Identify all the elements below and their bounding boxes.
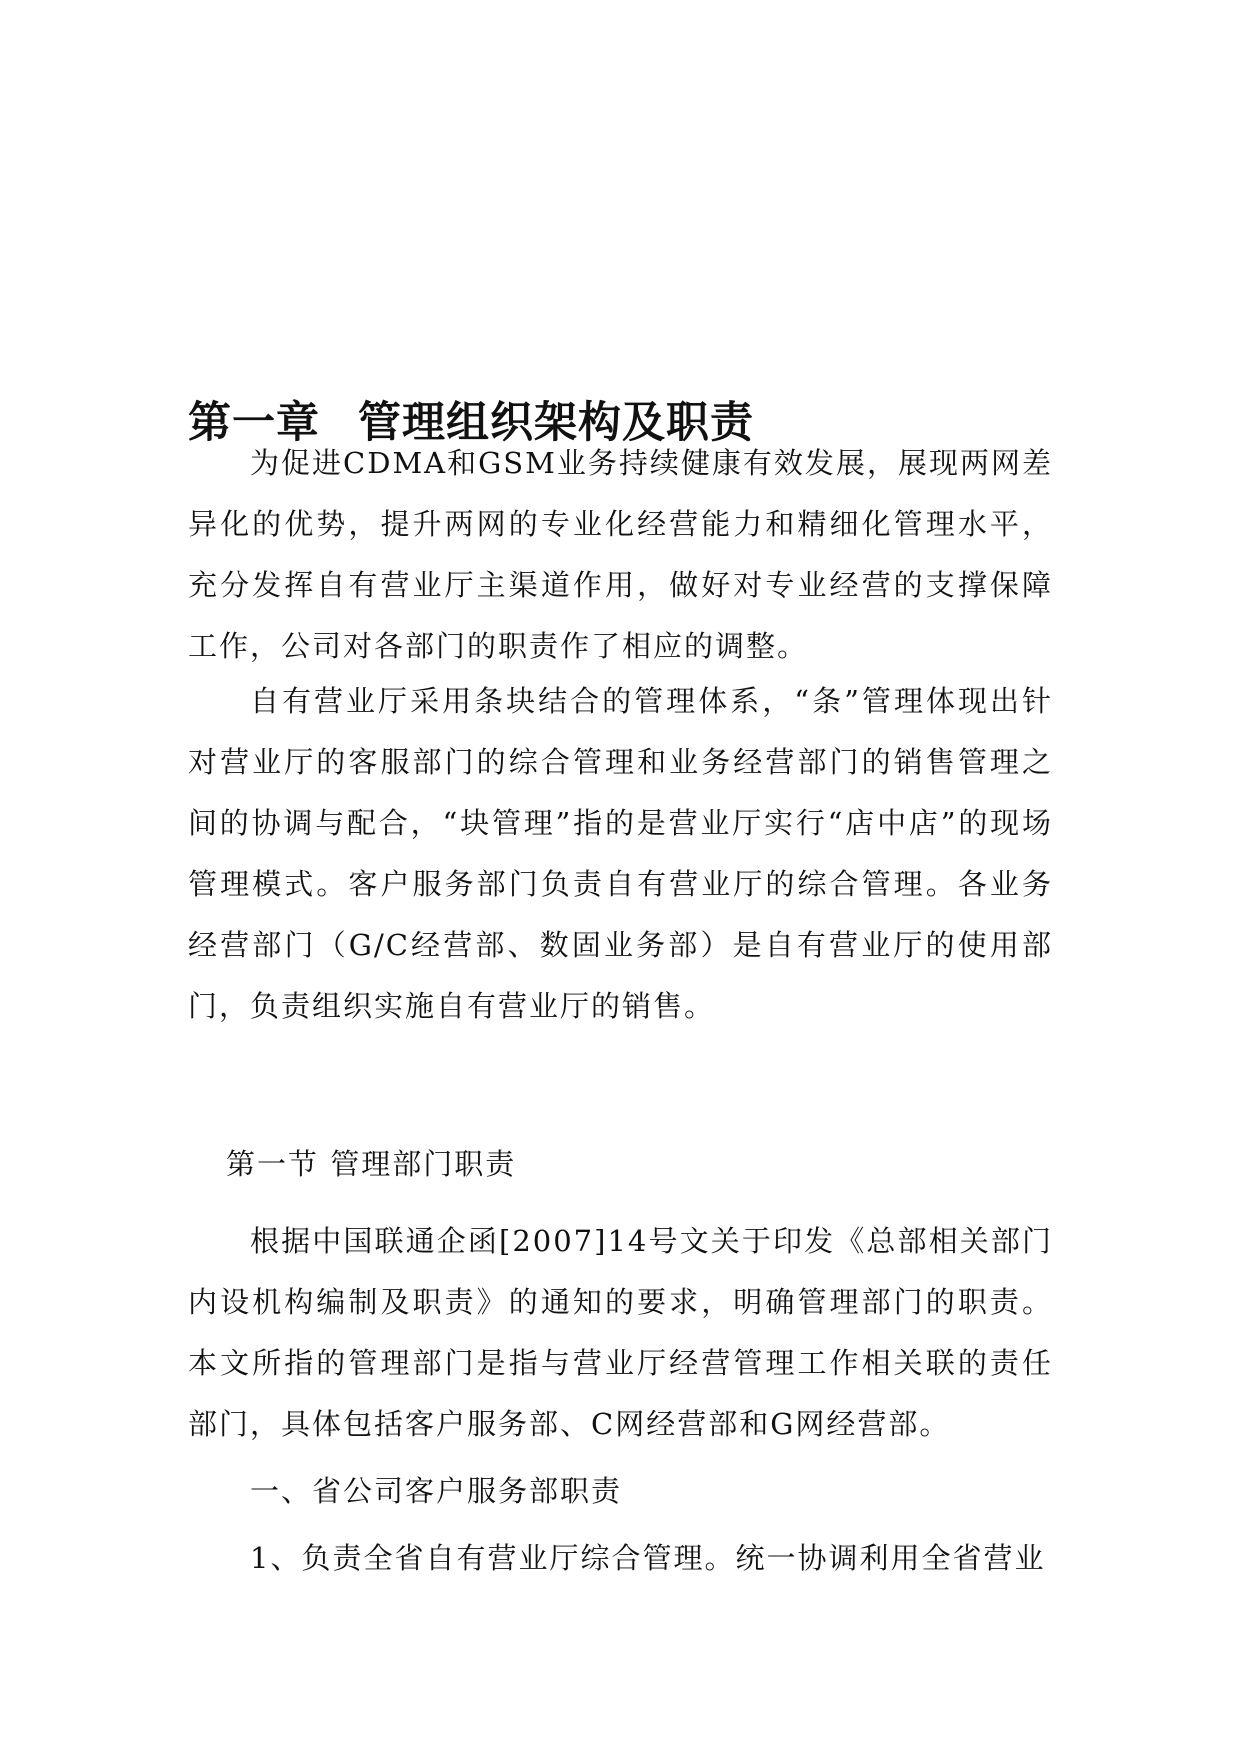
chapter-name: 管理组织架构及职责 — [358, 398, 754, 448]
section-paragraph-block — [188, 1211, 1053, 1455]
section-title: 第一节 管理部门职责 — [226, 1147, 517, 1181]
list-item-1: 1、负责全省自有营业厅综合管理。统一协调利用全省营业 — [250, 1541, 1046, 1575]
intro-paragraph-1-block — [188, 433, 1053, 677]
section-paragraph: 根据中国联通企函[2007]14号文关于印发《总部相关部门内设机构编制及职责》的通知的要求，明确管理部门的职责。本文所指的管理部门是指与营业厅经营管理工作相关联的责任部门，具体包括客户服务部、C网经营部和G网经营部。 — [188, 1224, 1053, 1441]
subheading-customer-service: 一、省公司客户服务部职责 — [250, 1474, 623, 1508]
intro-paragraph-2: 自有营业厅采用条块结合的管理体系，“条”管理体现出针对营业厅的客服部门的综合管理和业务经营部门的销售管理之间的协调与配合，“块管理”指的是营业厅实行“店中店”的现场管理模式。客户服务部门负责自有营业厅的综合管理。各业务经营部门（G/C经营部、数固业务部）是自有营业厅的使用部门，负责组织实施自有营业厅的销售。 — [188, 684, 1053, 1023]
chapter-number: 第一章 — [188, 398, 320, 448]
intro-paragraph-2-block — [188, 671, 1053, 1037]
intro-paragraph-1: 为促进CDMA和GSM业务持续健康有效发展，展现两网差异化的优势，提升两网的专业化经营能力和精细化管理水平，充分发挥自有营业厅主渠道作用，做好对专业经营的支撑保障工作，公司对各部门的职责作了相应的调整。 — [188, 446, 1053, 663]
